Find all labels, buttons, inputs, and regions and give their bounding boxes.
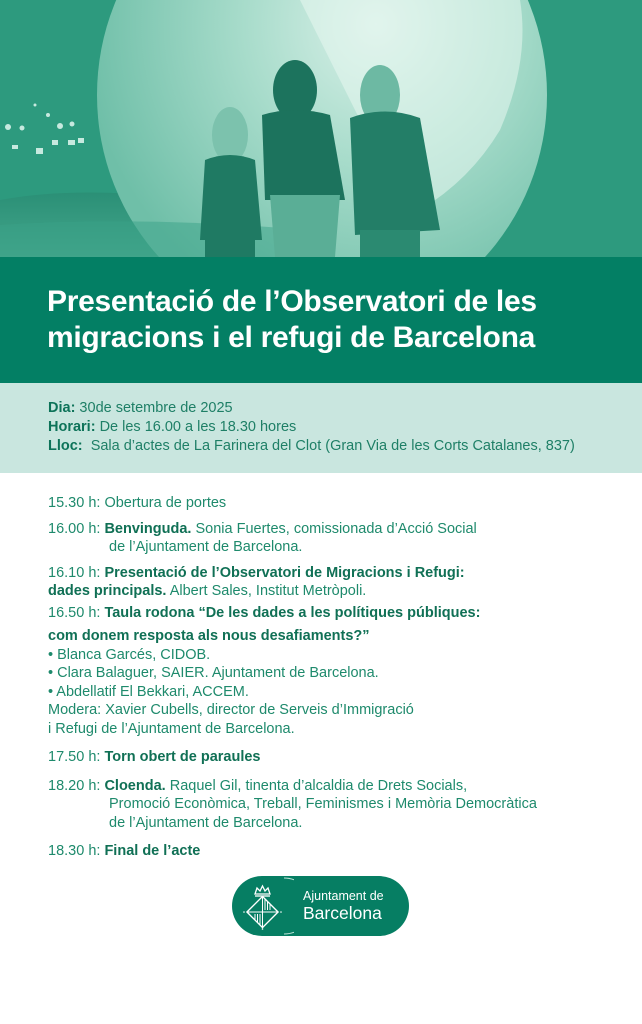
- item-heading: Taula rodona “De les dades a les polítiques públiques:: [100, 604, 481, 621]
- moderator-continued: i Refugi de l’Ajuntament de Barcelona.: [48, 720, 295, 737]
- date-value: 30de setembre de 2025: [75, 400, 233, 416]
- panelist: • Blanca Garcés, CIDOB.: [48, 646, 211, 663]
- panelist: • Clara Balaguer, SAIER. Ajuntament de Barcelona.: [48, 665, 379, 681]
- event-date: [48, 399, 575, 418]
- item-heading: Cloenda.: [100, 777, 166, 794]
- item-heading: Torn obert de paraules: [100, 749, 261, 765]
- location-label: Lloc:: [48, 438, 83, 454]
- item-heading: Final de l’acte: [100, 843, 201, 859]
- item-time: 16.50 h:: [48, 604, 101, 621]
- item-heading: Presentació de l’Observatori de Migracions i Refugi:: [100, 564, 465, 581]
- logo-text-line-1: Ajuntament de: [303, 889, 384, 903]
- moderator: Modera: Xavier Cubells, director de Serveis d’Immigració: [48, 702, 414, 718]
- item-text-continued: Promoció Econòmica, Treball, Feminismes i Memòria Democràtica: [109, 796, 537, 812]
- item-text-continued: de l’Ajuntament de Barcelona.: [109, 539, 303, 555]
- program-item: [48, 748, 628, 767]
- item-text: Raquel Gil, tinenta d’alcaldia de Drets Socials,: [165, 777, 468, 794]
- item-text: Albert Sales, Institut Metròpoli.: [166, 583, 367, 599]
- panelist: • Abdellatif El Bekkari, ACCEM.: [48, 683, 249, 700]
- item-text-continued: de l’Ajuntament de Barcelona.: [109, 814, 303, 831]
- event-info: [0, 383, 642, 473]
- program-item: [48, 777, 628, 833]
- schedule-value: De les 16.00 a les 18.30 hores: [95, 419, 297, 435]
- item-text: Obertura de portes: [100, 495, 227, 511]
- program-item: [48, 564, 628, 601]
- event-title-line-1: Presentació de l’Observatori de les: [47, 285, 537, 318]
- item-text: Sonia Fuertes, comissionada d’Acció Social: [191, 520, 477, 537]
- event-title-line-2: migracions i el refugi de Barcelona: [47, 321, 535, 354]
- item-time: 16.10 h:: [48, 564, 101, 581]
- title-band: [0, 257, 642, 383]
- program-item: [48, 494, 628, 513]
- item-heading-continued: dades principals.: [48, 583, 167, 599]
- hero-photo-illustration: [0, 0, 642, 257]
- item-heading-continued: com donem resposta als nous desafiaments?”: [48, 628, 370, 644]
- logo-text-line-2: Barcelona: [303, 903, 382, 923]
- event-location: [48, 437, 575, 456]
- program-item: [48, 842, 628, 861]
- event-title: [47, 284, 627, 356]
- barcelona-coat-of-arms-icon: [232, 876, 294, 936]
- ajuntament-barcelona-logo: [232, 876, 409, 936]
- hero-image: [0, 0, 642, 257]
- program-item: [48, 604, 628, 739]
- item-time: 18.20 h:: [48, 777, 101, 794]
- location-value: Sala d’actes de La Farinera del Clot (Gran Via de les Corts Catalanes, 837): [82, 438, 575, 454]
- event-schedule: [48, 418, 575, 437]
- program-item: [48, 520, 628, 557]
- item-time: 16.00 h:: [48, 520, 101, 537]
- program-list: [48, 494, 628, 868]
- item-time: 18.30 h:: [48, 843, 101, 859]
- item-heading: Benvinguda.: [100, 520, 192, 537]
- date-label: Dia:: [48, 400, 76, 416]
- item-time: 17.50 h:: [48, 749, 101, 765]
- item-time: 15.30 h:: [48, 495, 101, 511]
- schedule-label: Horari:: [48, 419, 96, 435]
